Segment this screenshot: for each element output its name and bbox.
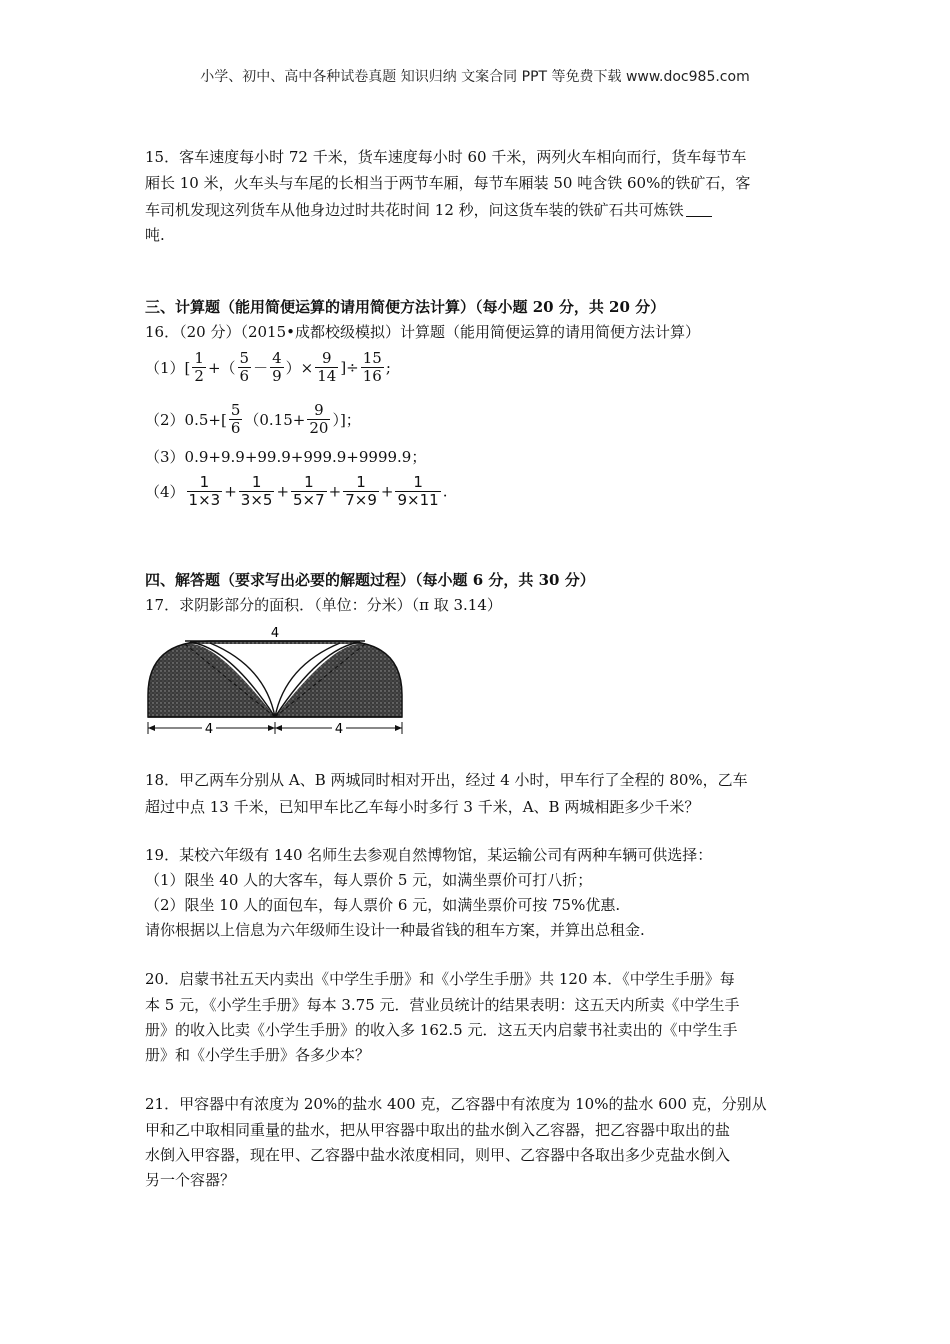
denominator: 20	[309, 419, 329, 437]
q18-line-1: 18．甲乙两车分别从 A、B 两城同时相对开出，经过 4 小时，甲车行了全程的 80%，乙车	[145, 771, 748, 789]
q16-p4-label: （4）	[145, 483, 185, 501]
q19-line-2: （1）限坐 40 人的大客车，每人票价 5 元，如满坐票价可打八折；	[145, 871, 593, 889]
q16-p1-label: （1）[	[145, 359, 191, 377]
top-length-label: 4	[270, 626, 280, 641]
numerator: 1	[395, 474, 440, 492]
q21-line-3: 水倒入甲容器，现在甲、乙容器中盐水浓度相同，则甲、乙容器中各取出多少克盐水倒入	[145, 1146, 731, 1164]
q18-line-2: 超过中点 13 千米，已知甲车比乙车每小时多行 3 千米，A、B 两城相距多少千米？	[145, 798, 700, 816]
q16-part-2	[145, 402, 361, 437]
q16-part-1	[145, 350, 391, 385]
q17-stem: 17．求阴影部分的面积．（单位：分米）（π 取 3.14）	[145, 596, 502, 614]
numerator: 15	[362, 349, 382, 367]
q20-line-2: 本 5 元，《小学生手册》每本 3.75 元．营业员统计的结果表明：这五天内所卖《中学生手	[145, 996, 740, 1014]
numerator: 9	[315, 350, 338, 368]
denominator: 9	[272, 367, 282, 385]
q20-line-4: 册》和《小学生手册》各多少本？	[145, 1046, 371, 1064]
q15-line-4: 吨.	[145, 226, 165, 244]
right-length-label: 4	[334, 722, 344, 737]
punctuation: .	[442, 482, 448, 501]
q16-p2-label: （2）0.5+[	[145, 411, 227, 429]
q15-line-3	[145, 202, 712, 218]
operator: +	[380, 482, 394, 501]
numerator: 1	[291, 474, 327, 492]
q16-stem: 16．（20 分）（2015•成都校级模拟）计算题（能用简便运算的请用简便方法计算）	[145, 323, 700, 341]
operator: +	[328, 482, 342, 501]
answer-blank	[686, 202, 712, 217]
operator: +	[276, 482, 290, 501]
fraction	[291, 474, 327, 509]
denominator: 5×7	[293, 491, 325, 509]
numerator: 9	[307, 402, 330, 420]
q19-line-1: 19．某校六年级有 140 名师生去参观自然博物馆，某运输公司有两种车辆可供选择：	[145, 846, 713, 864]
q17-figure	[140, 626, 410, 745]
fraction	[187, 474, 223, 509]
punctuation: ;	[385, 358, 391, 377]
fraction	[343, 474, 379, 509]
numerator: 5	[239, 349, 250, 367]
punctuation: ）]；	[332, 411, 361, 429]
left-length-label: 4	[204, 722, 214, 737]
q19-line-4: 请你根据以上信息为六年级师生设计一种最省钱的租车方案，并算出总租金.	[145, 921, 645, 939]
semicircle-diagram	[140, 626, 410, 741]
fraction	[361, 350, 384, 385]
q21-line-1: 21．甲容器中有浓度为 20%的盐水 400 克，乙容器中有浓度为 10%的盐水 600 克，分别从	[145, 1095, 767, 1113]
q15-line-3-text: 车司机发现这列货车从他身边过时共花时间 12 秒，问这货车装的铁矿石共可炼铁	[145, 201, 684, 219]
operator: （0.15+	[244, 411, 306, 429]
fraction	[238, 350, 252, 385]
q21-line-4: 另一个容器？	[145, 1171, 236, 1189]
operator: ）×	[285, 359, 314, 377]
fraction	[315, 350, 338, 385]
numerator: 4	[272, 349, 282, 367]
denominator: 7×9	[345, 491, 377, 509]
page-header: 小学、初中、高中各种试卷真题 知识归纳 文案合同 PPT 等免费下载 www.doc985.com	[200, 69, 750, 85]
q21-line-2: 甲和乙中取相同重量的盐水，把从甲容器中取出的盐水倒入乙容器，把乙容器中取出的盐	[145, 1121, 731, 1139]
denominator: 6	[230, 419, 241, 437]
operator: －	[253, 359, 269, 377]
q15-line-1: 15．客车速度每小时 72 千米，货车速度每小时 60 千米，两列火车相向而行，货车每节车	[145, 148, 747, 166]
numerator: 1	[343, 474, 379, 492]
denominator: 6	[239, 367, 250, 385]
denominator: 2	[194, 367, 204, 385]
section-4-title: 四、解答题（要求写出必要的解题过程）（每小题 6 分，共 30 分）	[145, 571, 595, 589]
section-3-title: 三、计算题（能用简便运算的请用简便方法计算）（每小题 20 分，共 20 分）	[145, 298, 666, 316]
numerator: 5	[230, 401, 241, 419]
denominator: 9×11	[397, 491, 439, 509]
denominator: 3×5	[240, 491, 273, 509]
denominator: 1×3	[188, 491, 221, 509]
denominator: 14	[317, 367, 337, 385]
numerator: 1	[187, 474, 223, 492]
q15-line-2: 厢长 10 米，火车头与车尾的长相当于两节车厢，每节车厢装 50 吨含铁 60%的铁矿石，客	[145, 174, 751, 192]
operator: +（	[207, 359, 236, 377]
numerator: 1	[239, 474, 275, 492]
fraction	[270, 350, 284, 385]
fraction	[239, 474, 275, 509]
q20-line-1: 20．启蒙书社五天内卖出《中学生手册》和《小学生手册》共 120 本．《中学生手册》每	[145, 970, 735, 988]
q20-line-3: 册》的收入比卖《小学生手册》的收入多 162.5 元．这五天内启蒙书社卖出的《中学生手	[145, 1021, 738, 1039]
fraction	[395, 474, 440, 509]
operator: ]÷	[340, 358, 359, 377]
q19-line-3: （2）限坐 10 人的面包车，每人票价 6 元，如满坐票价可按 75%优惠.	[145, 896, 621, 914]
fraction	[229, 402, 243, 437]
denominator: 16	[362, 367, 382, 385]
fraction	[192, 350, 206, 385]
q16-part-4	[145, 474, 447, 509]
numerator: 1	[194, 349, 204, 367]
operator: +	[224, 482, 237, 501]
fraction	[307, 402, 330, 437]
q16-part-3: （3）0.9+9.9+99.9+999.9+9999.9；	[145, 448, 427, 466]
